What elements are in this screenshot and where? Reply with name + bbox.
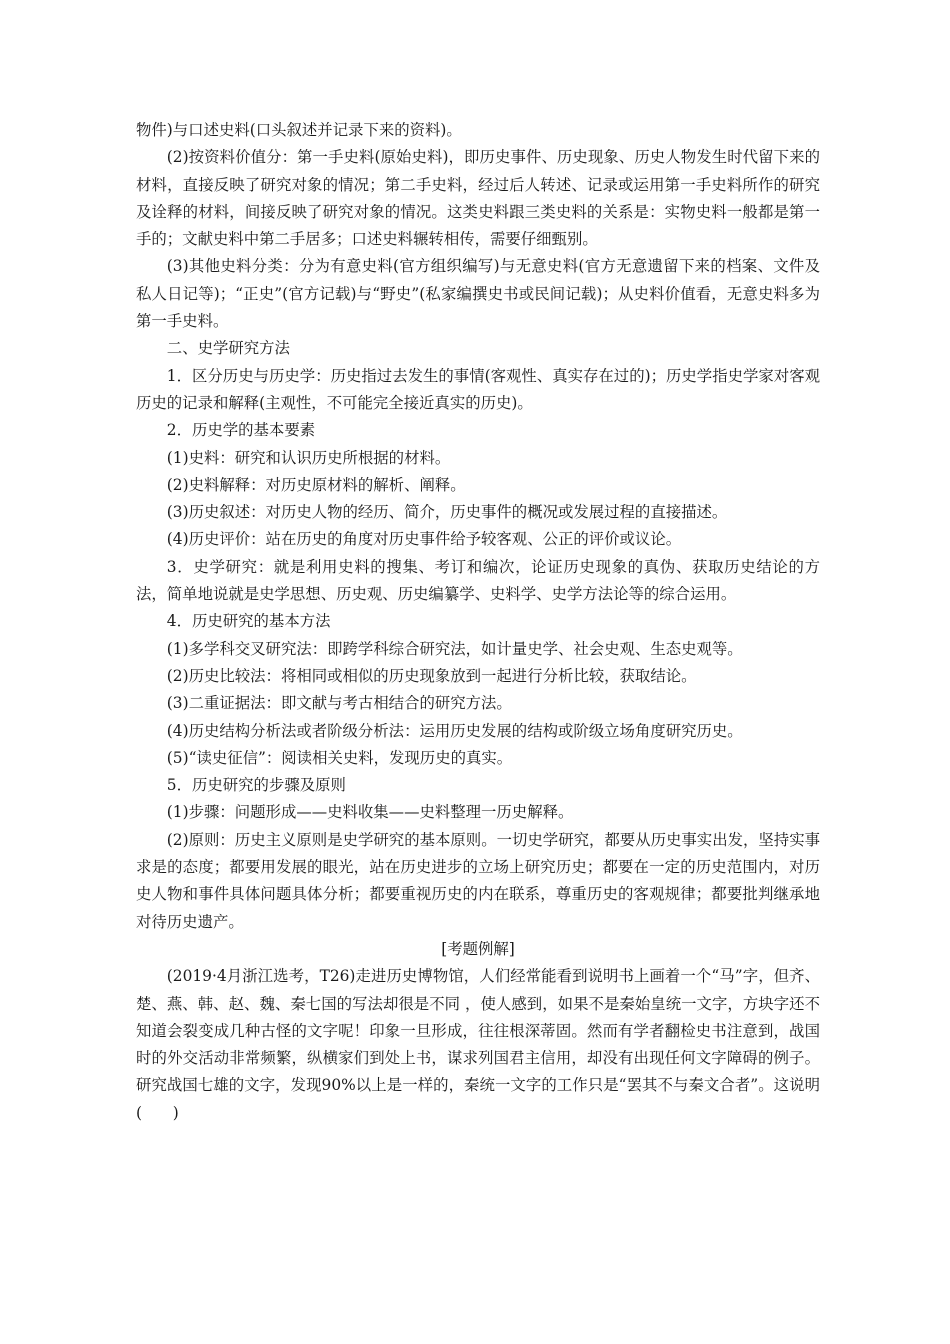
- paragraph-other-classification: (3)其他史料分类：分为有意史料(官方组织编写)与无意史料(官方无意遗留下来的档案、文件及私人日记等)；“正史”(官方记载)与“野史”(私家编撰史书或民间记载)；从史料价值看，无意史料多为第一手史料。: [136, 257, 820, 331]
- example-heading: [考题例解]: [441, 939, 515, 958]
- list-item-historical-narrative: (3)历史叙述：对历史人物的经历、简介，历史事件的概况或发展过程的直接描述。: [166, 503, 728, 522]
- section-heading-research-methods: 二、史学研究方法: [166, 339, 290, 358]
- list-item-comparative: (2)历史比较法：将相同或相似的历史现象放到一起进行分析比较，获取结论。: [166, 666, 697, 685]
- list-item-reading-history: (5)“读史征信”：阅读相关史料，发现历史的真实。: [166, 748, 513, 767]
- list-item-historical-evaluation: (4)历史评价：站在历史的角度对历史事件给予较客观、公正的评价或议论。: [166, 530, 682, 549]
- paragraph-by-value: (2)按资料价值分：第一手史料(原始史料)，即历史事件、历史现象、历史人物发生时代留下来的材料，直接反映了研究对象的情况；第二手史料，经过后人转述、记录或运用第一手史料所作的研究及诠释的材料，间接反映了研究对象的情况。这类史料跟三类史料的关系是：实物史料一般都是第一手的；文献史料中第二手居多；口述史料辗转相传，需要仔细甄别。: [136, 148, 820, 249]
- paragraph-history-vs-historiography: 1．区分历史与历史学：历史指过去发生的事情(客观性、真实存在过的)；历史学指史学家对客观历史的记录和解释(主观性，不可能完全接近真实的历史)。: [136, 366, 820, 412]
- list-item-principles: (2)原则：历史主义原则是史学研究的基本原则。一切史学研究，都要从历史事实出发，坚持实事求是的态度；都要用发展的眼光，站在历史进步的立场上研究历史；都要在一定的历史范围内，对历史人物和事件具体问题具体分析；都要重视历史的内在联系，尊重历史的客观规律；都要批判继承地对待历史遗产。: [136, 830, 820, 931]
- subheading-basic-methods: 4．历史研究的基本方法: [166, 612, 331, 631]
- list-item-historical-sources: (1)史料：研究和认识历史所根据的材料。: [166, 448, 451, 467]
- paragraph-oral-sources-tail: 物件)与口述史料(口头叙述并记录下来的资料)。: [136, 121, 462, 139]
- subheading-steps-principles: 5．历史研究的步骤及原则: [166, 776, 346, 795]
- subheading-basic-elements: 2．历史学的基本要素: [166, 421, 316, 440]
- list-item-steps: (1)步骤：问题形成——史料收集——史料整理一历史解释。: [166, 803, 574, 822]
- example-question: (2019·4月浙江选考，T26)走进历史博物馆，人们经常能看到说明书上画着一个“马”字，但齐、楚、燕、韩、赵、魏、秦七国的写法却很是不同 ，使人感到，如果不是秦始皇统一文字，方块字还不知道会裂变成几种古怪的文字呢！印象一旦形成，往往根深蒂固。然而有学者翻检史书注意到，战国时的外交活动非常频繁，纵横家们到处上书，谋求列国君主信用，却没有出现任何文字障碍的例子。研究战国七雄的文字，发现90%以上是一样的，秦统一文字的工作只是“罢其不与秦文合者”。这说明( ): [136, 967, 820, 1122]
- paragraph-historical-research: 3．史学研究：就是利用史料的搜集、考订和编次，论证历史现象的真伪、获取历史结论的方法，简单地说就是史学思想、历史观、历史编纂学、史料学、史学方法论等的综合运用。: [136, 557, 820, 604]
- list-item-dual-evidence: (3)二重证据法：即文献与考古相结合的研究方法。: [166, 694, 512, 713]
- list-item-source-interpretation: (2)史料解释：对历史原材料的解析、阐释。: [166, 475, 466, 494]
- list-item-interdisciplinary: (1)多学科交叉研究法：即跨学科综合研究法，如计量史学、社会史观、生态史观等。: [166, 639, 743, 658]
- list-item-structural-analysis: (4)历史结构分析法或者阶级分析法：运用历史发展的结构或阶级立场角度研究历史。: [166, 721, 743, 740]
- document-page: [136, 117, 820, 1127]
